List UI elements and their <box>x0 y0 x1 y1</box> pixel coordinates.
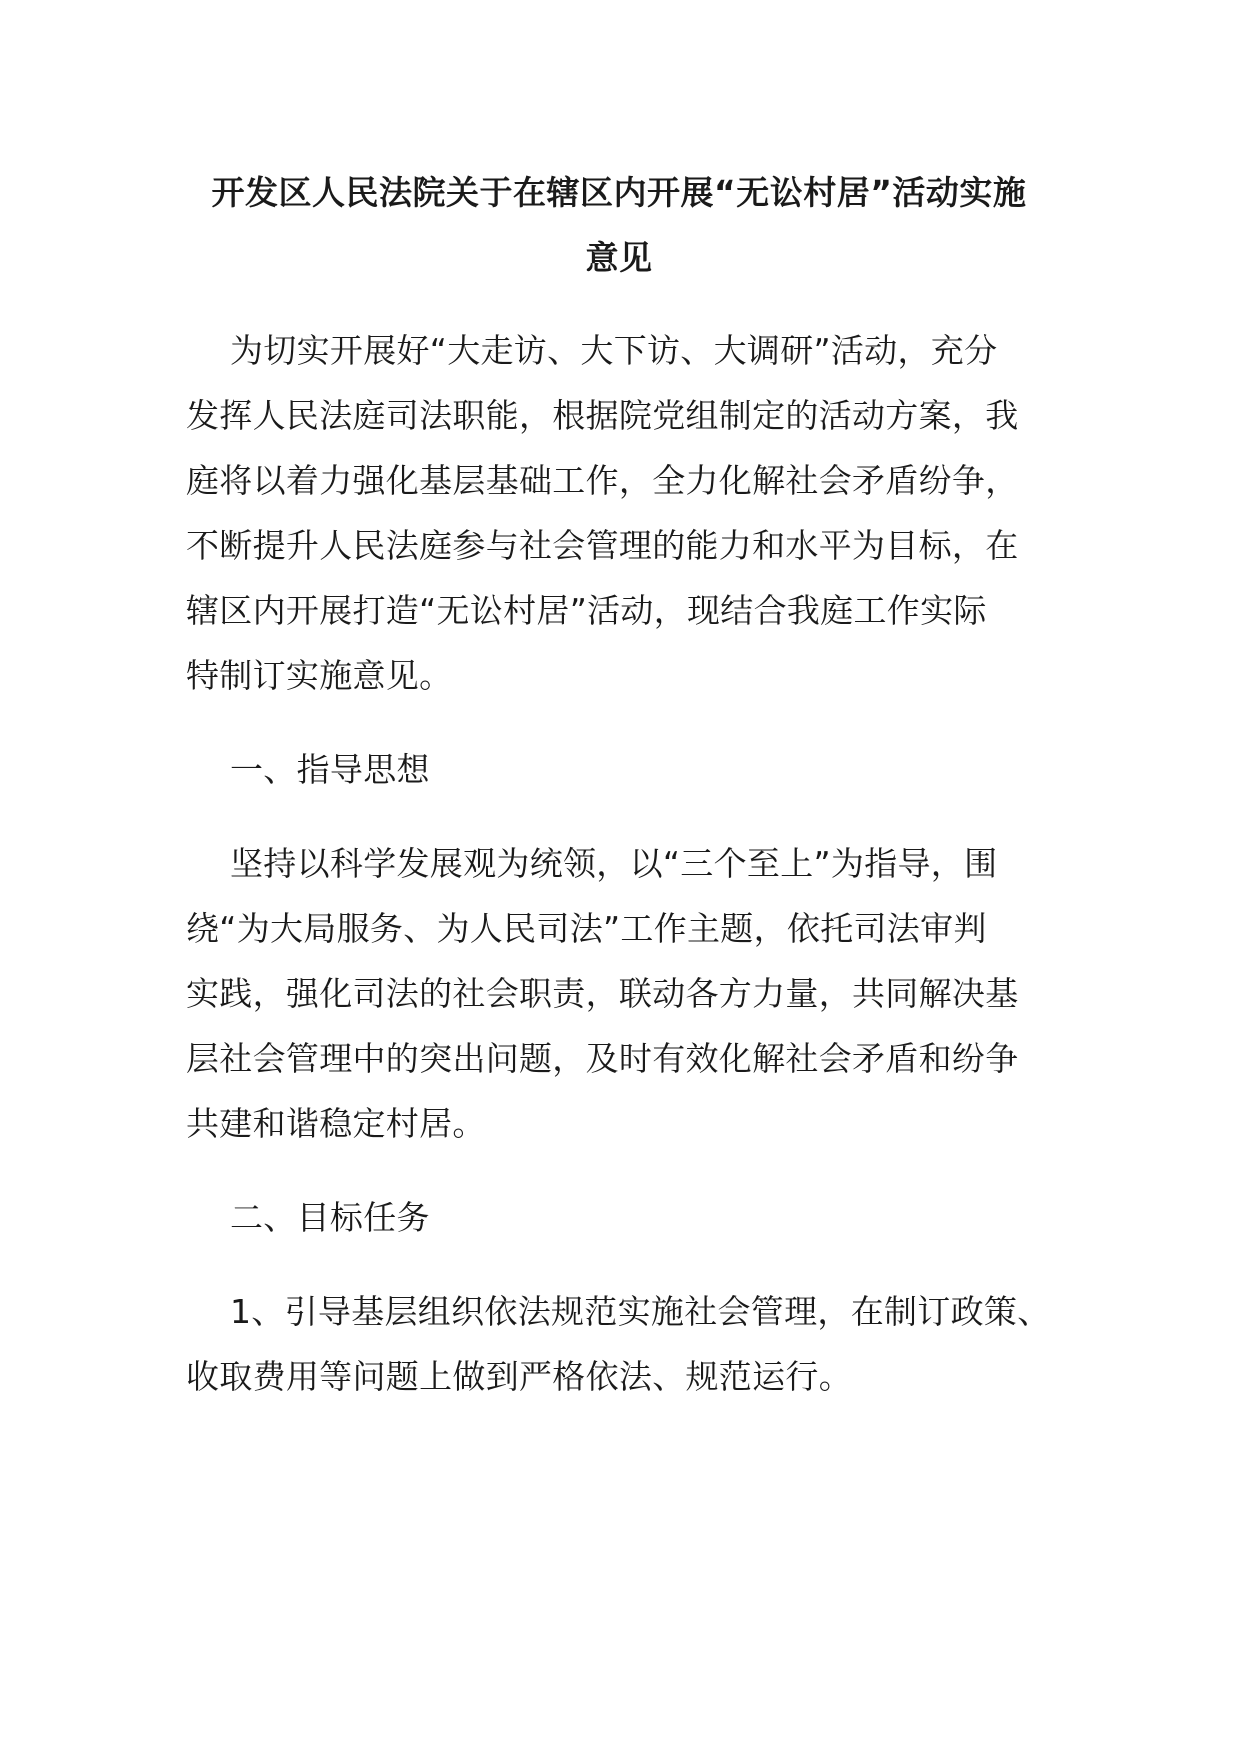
document-body <box>186 160 1052 1409</box>
intro-line-1: 为切实开展好“大走访、大下访、大调研”活动，充分 <box>230 331 998 370</box>
intro-line-6: 特制订实施意见。 <box>186 656 453 695</box>
intro-line-4: 不断提升人民法庭参与社会管理的能力和水平为目标，在 <box>186 526 1019 565</box>
section1-line-1: 坚持以科学发展观为统领，以“三个至上”为指导，围 <box>230 844 998 883</box>
intro-line-3: 庭将以着力强化基层基础工作，全力化解社会矛盾纷争， <box>186 461 1019 500</box>
section1-line-3: 实践，强化司法的社会职责，联动各方力量，共同解决基 <box>186 974 1019 1013</box>
document-title <box>186 160 1052 290</box>
intro-line-5: 辖区内开展打造“无讼村居”活动，现结合我庭工作实际 <box>186 591 987 630</box>
intro-paragraph <box>186 318 1052 708</box>
item1-line-1: 1、引导基层组织依法规范实施社会管理，在制订政策、 <box>230 1292 1051 1331</box>
section1-line-2: 绕“为大局服务、为人民司法”工作主题，依托司法审判 <box>186 909 987 948</box>
section1-line-5: 共建和谐稳定村居。 <box>186 1104 486 1143</box>
section-heading-goals-tasks: 二、目标任务 <box>230 1198 430 1237</box>
section-heading-guiding-ideology: 一、指导思想 <box>230 750 430 789</box>
intro-line-2: 发挥人民法庭司法职能，根据院党组制定的活动方案，我 <box>186 396 1019 435</box>
section1-paragraph <box>186 831 1052 1156</box>
item1-line-2: 收取费用等问题上做到严格依法、规范运行。 <box>186 1357 852 1396</box>
title-line-2: 意见 <box>585 238 653 277</box>
section1-line-4: 层社会管理中的突出问题，及时有效化解社会矛盾和纷争 <box>186 1039 1019 1078</box>
title-line-1: 开发区人民法院关于在辖区内开展“无讼村居”活动实施 <box>211 173 1027 212</box>
item1-paragraph <box>186 1279 1052 1409</box>
